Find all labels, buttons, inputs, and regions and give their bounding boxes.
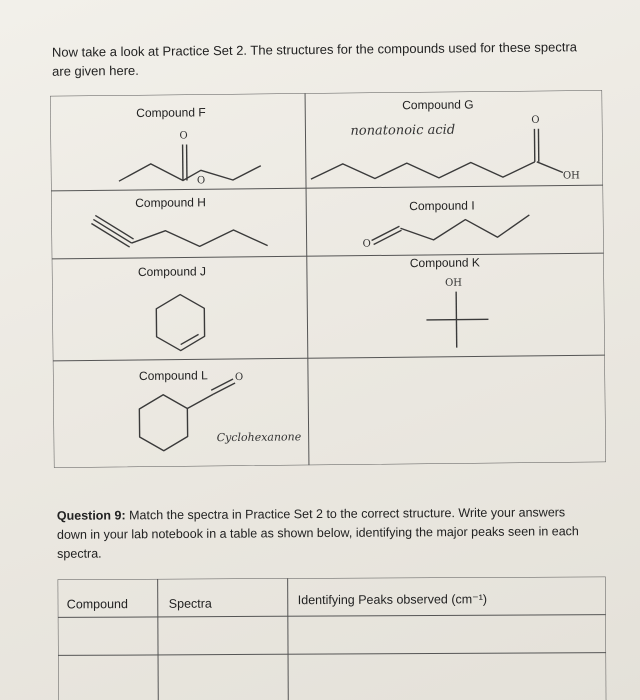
answer-table-header-spectra: Spectra	[168, 596, 212, 611]
compound-l-handwritten-name: Cyclohexanone	[216, 430, 302, 445]
answer-table-header-compound: Compound	[66, 597, 128, 612]
compound-l-label: Compound L	[138, 368, 208, 383]
compound-g-label: Compound G	[402, 97, 474, 113]
compound-f-ether-o: O	[196, 175, 206, 187]
question-9-text: Match the spectra in Practice Set 2 to the correct structure. Write your answers down in your lab notebook in a table as shown below, identifying the major peaks seen in each spectra.	[56, 505, 579, 561]
compound-g-handwritten-name: nonatonoic acid	[350, 122, 456, 139]
compound-l-o: O	[234, 371, 244, 383]
question-9-prefix: Question 9:	[56, 508, 126, 523]
compound-j-structure	[156, 294, 205, 350]
compound-h-label: Compound H	[135, 195, 206, 211]
compound-g-oh: OH	[562, 170, 580, 182]
compound-f-structure	[119, 163, 261, 181]
compound-f-carbonyl-o: O	[179, 130, 188, 142]
compound-k-label: Compound K	[409, 255, 480, 271]
question-9	[57, 503, 587, 564]
compound-g-structure	[311, 162, 535, 179]
answer-table	[58, 577, 607, 700]
compound-g-carbonyl-o: O	[531, 114, 540, 126]
structures-drawing	[50, 90, 606, 468]
compound-l-structure	[139, 394, 188, 450]
compound-k-oh: OH	[444, 277, 463, 289]
structures-table	[50, 90, 606, 468]
answer-table-header-peaks: Identifying Peaks observed (cm⁻¹)	[297, 592, 488, 608]
compound-i-label: Compound I	[409, 198, 475, 214]
compound-j-label: Compound J	[137, 264, 207, 279]
compound-i-o: O	[362, 238, 371, 250]
compound-h-structure	[91, 223, 129, 247]
compound-f-label: Compound F	[136, 105, 206, 120]
intro-paragraph: Now take a look at Practice Set 2. The structures for the compounds used for these spectra are given here.	[51, 39, 578, 79]
